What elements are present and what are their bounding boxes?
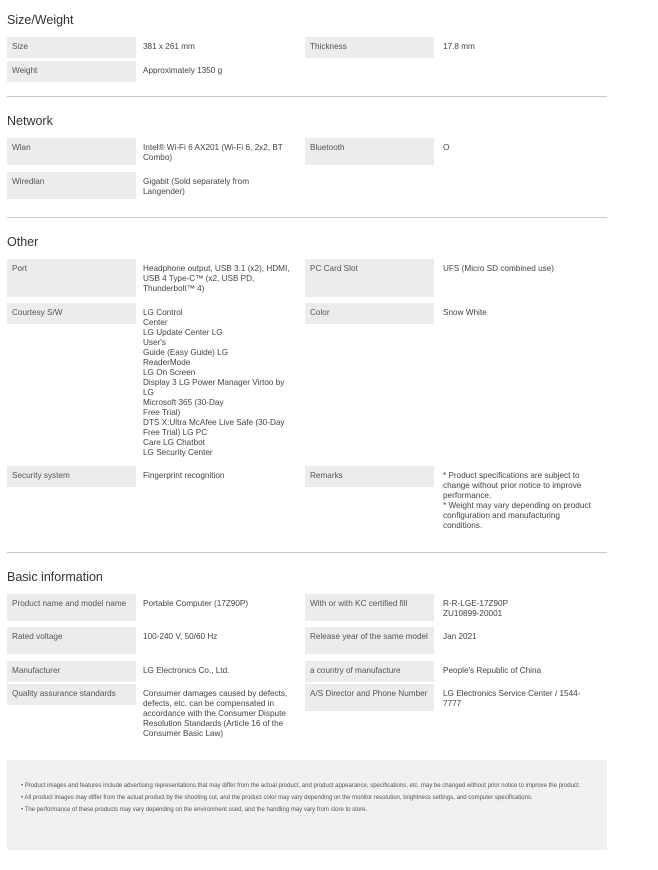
courtesy-line: ReaderMode <box>143 358 191 367</box>
courtesy-line: Free Trial) <box>143 408 181 417</box>
section-divider <box>7 552 607 553</box>
spec-label-remarks: Remarks <box>305 466 434 487</box>
spec-label-courtesy-sw: Courtesy S/W <box>7 303 136 324</box>
spec-label-quality-assurance: Quality assurance standards <box>7 684 136 705</box>
spec-value-wiredlan: Gigabit (Sold separately from Langender) <box>143 177 250 196</box>
spec-label-security-system: Security system <box>7 466 136 487</box>
courtesy-line: Center <box>143 318 168 327</box>
section-divider <box>7 217 607 218</box>
courtesy-line: LG Control <box>143 308 183 317</box>
spec-label-rated-voltage: Rated voltage <box>7 627 136 654</box>
spec-value-as-director: LG Electronics Service Center / 1544-7777 <box>443 689 581 708</box>
courtesy-line: User's <box>143 338 166 347</box>
section-title-basic-information: Basic information <box>7 570 103 584</box>
section-divider <box>7 96 607 97</box>
spec-value-pc-card-slot: UFS (Micro SD combined use) <box>443 264 555 273</box>
spec-value-security-system: Fingerprint recognition <box>143 471 225 480</box>
spec-label-as-director: A/S Director and Phone Number <box>305 684 434 711</box>
courtesy-line: Guide (Easy Guide) LG <box>143 348 229 357</box>
disclaimer-note: • Product images and features include advertising representations that may differ from the actual product, and product appearance, specifications, etc. may be changed without prior notice to improve the product. <box>21 783 581 789</box>
courtesy-line: Care LG Chatbot <box>143 438 205 447</box>
spec-value-courtesy-sw <box>143 303 299 458</box>
spec-value-rated-voltage: 100-240 V, 50/60 Hz <box>143 632 218 641</box>
spec-label-wlan: Wlan <box>7 138 136 165</box>
disclaimer-notes <box>7 760 607 850</box>
spec-value-port: Headphone output, USB 3.1 (x2), HDMI, USB 4 Type-C™ (x2, USB PD, Thunderbolt™ 4) <box>143 264 290 293</box>
spec-label-release-year: Release year of the same model <box>305 627 434 654</box>
spec-value-weight: Approximately 1350 g <box>143 66 223 75</box>
disclaimer-note: • The performance of these products may vary depending on the environment used, and the handling may vary from store to store. <box>21 807 368 813</box>
courtesy-line: LG Security Center <box>143 448 213 457</box>
spec-label-pc-card-slot: PC Card Slot <box>305 259 434 297</box>
remarks-line: * Product specifications are subject to change without prior notice to improve performance. <box>443 471 582 500</box>
spec-label-kc-certified: With or with KC certified fill <box>305 594 434 621</box>
courtesy-line: LG Update Center LG <box>143 328 223 337</box>
spec-label-port: Port <box>7 259 136 297</box>
courtesy-line: Display 3 LG Power Manager Virtoo by <box>143 378 285 387</box>
spec-value-country: People's Republic of China <box>443 666 542 675</box>
courtesy-line: Microsoft 365 (30-Day <box>143 398 224 407</box>
remarks-line: * Weight may vary depending on product configuration and manufacturing conditions. <box>443 501 591 530</box>
courtesy-line: LG On Screen <box>143 368 196 377</box>
spec-label-size: Size <box>7 37 136 58</box>
spec-label-product-name: Product name and model name <box>7 594 136 621</box>
courtesy-line: DTS X:Ultra McAfee Live Safe (30-Day <box>143 418 285 427</box>
spec-label-manufacturer: Manufacturer <box>7 661 136 682</box>
spec-label-wiredlan: Wiredlan <box>7 172 136 199</box>
disclaimer-note: • All product images may differ from the actual product by the shooting cut, and the product color may vary depending on the monitor resolution, brightness settings, and computer specifications. <box>21 795 533 801</box>
section-title-size-weight: Size/Weight <box>7 13 74 27</box>
courtesy-line: LG <box>143 388 154 397</box>
spec-value-release-year: Jan 2021 <box>443 632 477 641</box>
spec-value-size: 381 x 261 mm <box>143 42 195 51</box>
spec-value-kc-certified <box>443 594 603 619</box>
spec-label-bluetooth: Bluetooth <box>305 138 434 165</box>
spec-value-remarks <box>443 466 593 531</box>
spec-value-thickness: 17.8 mm <box>443 42 475 51</box>
kc-line: R-R-LGE-17Z90P <box>443 599 509 608</box>
spec-value-wlan: Intel® Wi-Fi 6 AX201 (Wi-Fi 6, 2x2, BT Combo) <box>143 143 283 162</box>
spec-label-color: Color <box>305 303 434 324</box>
spec-value-bluetooth: O <box>443 143 450 152</box>
spec-value-manufacturer: LG Electronics Co., Ltd. <box>143 666 230 675</box>
spec-value-product-name: Portable Computer (17Z90P) <box>143 599 249 608</box>
courtesy-line: Free Trial) LG PC <box>143 428 208 437</box>
spec-label-thickness: Thickness <box>305 37 434 58</box>
section-title-other: Other <box>7 235 39 249</box>
spec-label-weight: Weight <box>7 61 136 82</box>
section-title-network: Network <box>7 114 53 128</box>
spec-value-quality-assurance: Consumer damages caused by defects, defects, etc. can be compensated in accordance with the Consumer Dispute Resolution Standards (Article 16 of the Consumer Basic Law) <box>143 689 288 738</box>
spec-label-country: a country of manufacture <box>305 661 434 682</box>
spec-value-color: Snow White <box>443 308 487 317</box>
kc-line: ZU10899-20001 <box>443 609 503 618</box>
